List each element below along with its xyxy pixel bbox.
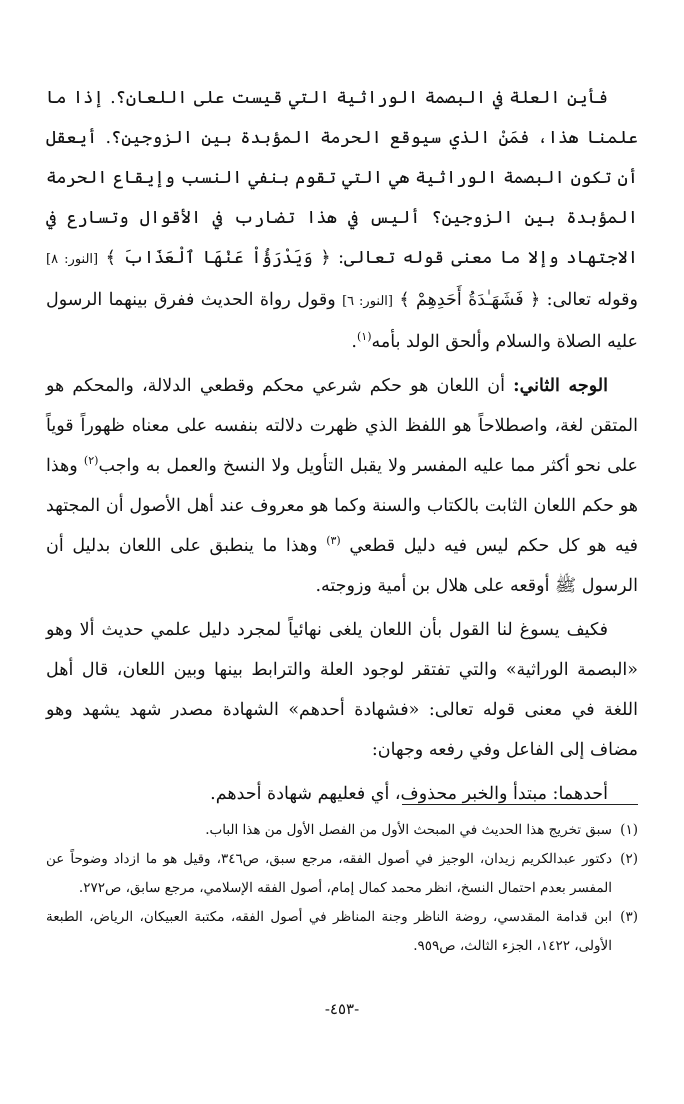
footnote-1 [46, 816, 638, 845]
footnote-text: ابن قدامة المقدسي، روضة الناظر وجنة المناظر في أصول الفقه، مكتبة العبيكان، الرياض، الطبعة الأولى، ١٤٢٢، الجزء الثالث، ص٩٥٩. [46, 909, 612, 954]
footnote-text: سبق تخريج هذا الحديث في المبحث الأول من الفصل الأول من هذا الباب. [205, 822, 612, 838]
paragraph-1-end: . [351, 332, 357, 352]
footnote-number: (١) [620, 822, 638, 838]
paragraph-1 [46, 78, 638, 362]
footnote-ref-2[interactable]: (٢) [83, 454, 99, 468]
footnote-2 [46, 845, 638, 903]
paragraph-2 [46, 366, 638, 606]
paragraph-3: فكيف يسوغ لنا القول بأن اللعان يلغى نهائياً لمجرد دليل علمي حديث ألا وهو «البصمة الوراثية» والتي تفتقر لوجود العلة والترابط بينها وبين اللعان، قال أهل اللغة في معنى قوله تعالى: «فشهادة أحدهم» الشهادة مصدر شهد يشهد وهو مضاف إلى الفاعل وفي رفعه وجهان: [46, 620, 638, 760]
paragraph-4: أحدهما: مبتدأ والخبر محذوف، أي فعليهم شهادة أحدهم. [210, 784, 608, 804]
paragraph-1-text-3: وقول رواة الحديث ففرق بينهما الرسول عليه الصلاة والسلام وألحق الولد بأمه [46, 290, 638, 352]
footnote-ref-1[interactable]: (١) [357, 330, 372, 344]
page-number: -٤٥٣- [324, 1000, 360, 1018]
paragraph-1-text-2: وقوله تعالى: [546, 290, 638, 310]
footnote-divider [402, 804, 638, 805]
footnote-ref-3[interactable]: (٣) [326, 534, 341, 548]
quran-verse-2: ﴿ فَشَهَـٰدَةُ أَحَدِهِمْ ﴾ [399, 290, 541, 310]
quran-verse-1: ﴿ وَيَدْرَؤُاْ عَنْهَا ٱلْعَذَابَ ﴾ [105, 248, 331, 268]
footnote-3 [46, 903, 638, 961]
paragraph-2-text-3: وهذا ما ينطبق على اللعان بدليل أن الرسول ﷺ أوقعه على هلال بن أمية وزوجته. [46, 536, 638, 596]
paragraph-2-text: أن اللعان هو حكم شرعي محكم وقطعي الدلالة، والمحكم هو المتقن لغة، واصطلاحاً هو اللفظ الذي ظهرت دلالته بنفسه على معناه ظهوراً قوياً على نحو أكثر مما عليه المفسر ولا يقبل التأويل ولا النسخ والعمل به واجب [46, 376, 638, 476]
footnote-text: دكتور عبدالكريم زيدان، الوجيز في أصول الفقه، مرجع سبق، ص٣٤٦، وقيل هو ما ازداد وضوحاً عن المفسر بعدم احتمال النسخ، انظر محمد كمال إمام، أصول الفقه الإسلامي، مرجع سابق، ص٢٧٢. [46, 851, 612, 896]
footnotes [46, 816, 638, 961]
paragraph-1-text: فأين العلة في البصمة الوراثية التي قيست على اللعان؟. إذا ما علمنا هذا، فمَنْ الذي سيوقع الحرمة المؤبدة بين الزوجين؟. أيعقل أن تكون البصمة الوراثية هي التي تقوم بنفي النسب وإيقاع الحرمة المؤبدة بين الزوجين؟ أليس في هذا تضارب في الأقوال وتسارع في الاجتهاد وإلا ما معنى قوله تعالى: [46, 88, 638, 268]
verse-reference-1: [النور: ٨] [46, 252, 99, 267]
footnote-number: (٢) [620, 851, 638, 867]
verse-reference-2: [النور: ٦] [342, 294, 393, 309]
paragraph-2-text-2: وهذا هو حكم اللعان الثابت بالكتاب والسنة وكما هو معروف عند أهل الأصول أن المجتهد فيه هو كل حكم ليس فيه دليل قطعي [46, 456, 639, 556]
main-text [46, 78, 638, 814]
footnote-number: (٣) [620, 909, 638, 925]
paragraph-2-lead: الوجه الثاني: [513, 376, 608, 396]
